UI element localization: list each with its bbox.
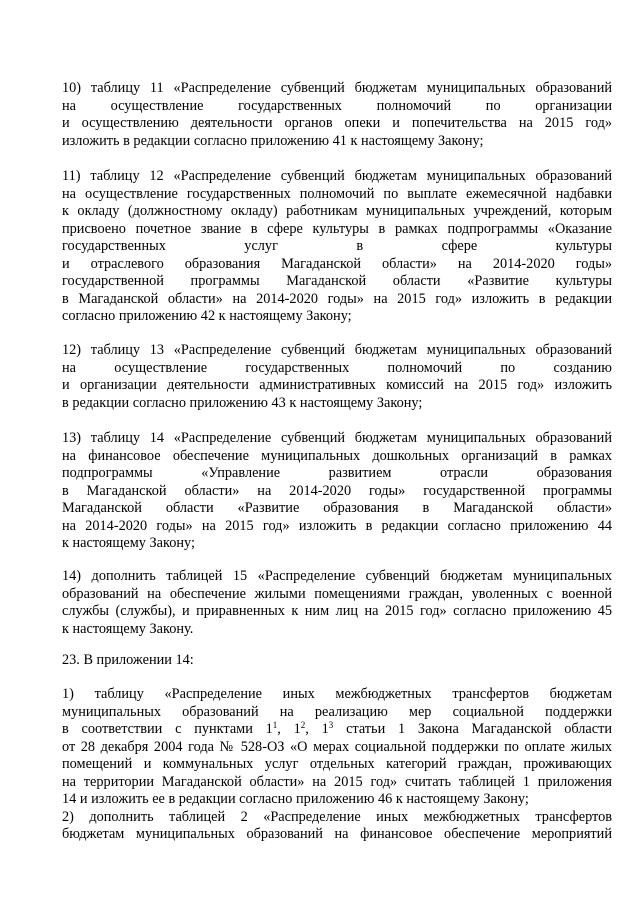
text-line: 10) таблицу 11 «Распределение субвенций бюджетам муниципальных образований [62, 80, 612, 96]
text-line: и организации деятельности административных комиссий на 2015 год» изложить [62, 377, 612, 393]
paragraph-item-10 [62, 80, 612, 150]
text-line: в редакции согласно приложению 43 к настоящему Закону; [62, 394, 423, 411]
text-line: образований на обеспечение жилыми помещениями граждан, уволенных с военной [62, 585, 612, 602]
text-line: службы (службы), и приравненных к ним лиц на 2015 год» согласно приложению 45 [62, 603, 612, 619]
text-line: согласно приложению 42 к настоящему Закону; [62, 308, 352, 324]
paragraph-item-14 [62, 568, 612, 638]
text-line: 1) таблицу «Распределение иных межбюджетных трансфертов бюджетам [62, 686, 612, 702]
paragraph-item-12 [62, 342, 612, 412]
text-line: 14) дополнить таблицей 15 «Распределение субвенций бюджетам муниципальных [62, 568, 612, 584]
text-line: в Магаданской области» на 2014-2020 годы» на 2015 год» изложить в редакции [62, 290, 612, 307]
text-line: помещений и коммунальных услуг отдельных категорий граждан, проживающих [62, 756, 612, 772]
text-line: 14 и изложить ее в редакции согласно приложению 46 к настоящему Закону; [62, 791, 529, 807]
text-line: 2) дополнить таблицей 2 «Распределение иных межбюджетных трансфертов [62, 808, 612, 825]
text-line: на осуществление государственных полномочий по выплате ежемесячной надбавки [62, 185, 612, 202]
text-line: присвоено почетное звание в сфере культуры в рамках подпрограммы «Оказание [62, 220, 612, 237]
text-line: 11) таблицу 12 «Распределение субвенций бюджетам муниципальных образований [62, 168, 612, 184]
text-line: подпрограммы «Управление развитием отрасли образования [62, 465, 612, 481]
paragraph-item-13 [62, 430, 612, 553]
text-line: бюджетам муниципальных образований на финансовое обеспечение мероприятий [62, 826, 612, 842]
text-line: к настоящему Закону. [62, 620, 194, 637]
text-line: и отраслевого образования Магаданской области» на 2014-2020 годы» [62, 255, 612, 272]
text-line: на 2014-2020 годы» на 2015 год» изложить в редакции согласно приложению 44 [62, 517, 612, 534]
section-heading [62, 652, 612, 670]
text-line: на территории Магаданской области» на 2015 год» считать таблицей 1 приложения [62, 773, 612, 790]
text-line: на осуществление государственных полномочий по организации [62, 97, 612, 114]
text-line: изложить в редакции согласно приложению 41 к настоящему Закону; [62, 132, 484, 149]
paragraph-item-23-1 [62, 686, 612, 844]
text-line: в Магаданской области» на 2014-2020 годы» государственной программы [62, 482, 612, 499]
text-line: 12) таблицу 13 «Распределение субвенций бюджетам муниципальных образований [62, 342, 612, 358]
text-line: в соответствии с пунктами $1^1$, $1^2$, $1^3$ статьи 1 Закона Магаданской области [62, 720, 613, 737]
text-line: государственных услуг в сфере культуры [62, 238, 612, 254]
text-line: государственной программы Магаданской области «Развитие культуры [62, 273, 612, 289]
paragraph-item-11 [62, 168, 612, 326]
text-line: 13) таблицу 14 «Распределение субвенций бюджетам муниципальных образований [62, 430, 612, 446]
text-line: Магаданской области «Развитие образования в Магаданской области» [62, 500, 612, 516]
text-line: 23. В приложении 14: [62, 652, 194, 668]
text-line: к окладу (должностному окладу) работникам муниципальных учреждений, которым [62, 203, 612, 219]
text-line: и осуществлению деятельности органов опеки и попечительства на 2015 год» [62, 115, 612, 131]
text-line: муниципальных образований на реализацию мер социальной поддержки [62, 703, 612, 720]
text-line: на финансовое обеспечение муниципальных дошкольных организаций в рамках [62, 447, 612, 464]
text-line: к настоящему Закону; [62, 535, 195, 551]
text-line: на осуществление государственных полномочий по созданию [62, 359, 612, 376]
text-line: от 28 декабря 2004 года № 528-ОЗ «О мерах социальной поддержки по оплате жилых [62, 738, 612, 755]
